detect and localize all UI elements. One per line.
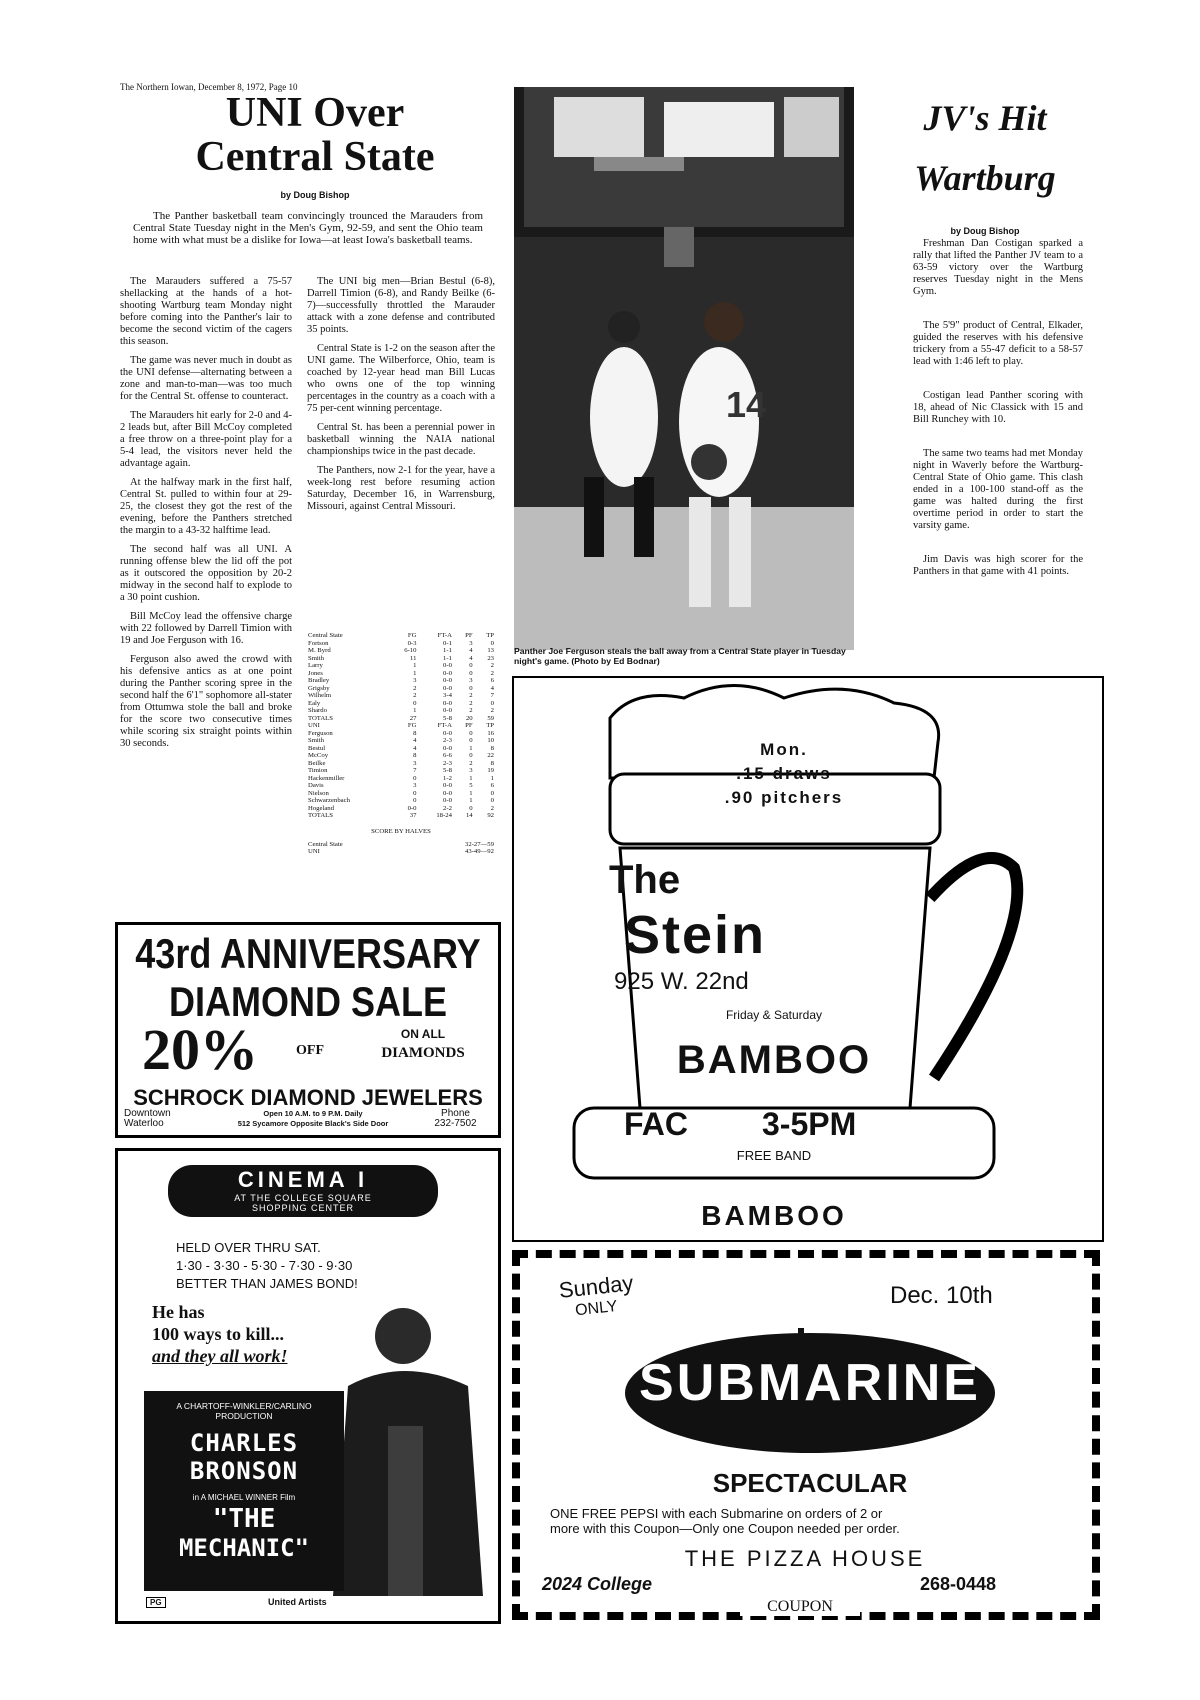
production-line-1: A CHARTOFF-WINKLER/CARLINO: [176, 1401, 312, 1411]
stat-cell: 2: [469, 759, 473, 767]
player-name: Ferguson: [308, 729, 333, 737]
box-score-row: [306, 812, 496, 820]
stat-cell: 92: [487, 812, 494, 819]
player-name: Hogeland: [308, 804, 334, 812]
player-name: Bradley: [308, 677, 330, 684]
coupon-offer: [550, 1506, 1070, 1536]
stat-cell: 0-0: [443, 782, 452, 789]
stat-cell: 0-0: [443, 669, 452, 677]
stat-cell: FT-A: [437, 722, 452, 729]
story-paragraph: Ferguson also awed the crowd with his defensive antics as at one point during the Panther scoring spree in the second half the 6'1" sophomore all-stater from Ottumwa stole the ball and broke for the score two consecutive times while scoring six straight points within 30 seconds.: [120, 654, 292, 749]
player-name: Nielson: [308, 789, 329, 797]
stat-cell: 0-0: [443, 797, 452, 804]
stat-cell: 8: [413, 752, 417, 759]
store-address: 512 Sycamore Opposite Black's Side Door: [237, 1119, 389, 1128]
cinema-ad: [115, 1148, 501, 1624]
stat-cell: 0: [413, 789, 417, 797]
stat-cell: 0: [469, 684, 473, 692]
player-name: Grigsby: [308, 684, 330, 692]
location-line-1: Downtown: [124, 1108, 171, 1119]
jersey-number: 14: [726, 384, 767, 425]
stat-cell: 0-0: [443, 677, 452, 684]
star-first-name: CHARLES: [189, 1429, 299, 1457]
story-paragraph: The second half was all UNI. A running offense blew the lid off the pot as it outscored the opposition by 20-2 midway in the second half to explode to a 30 point cushion.: [120, 544, 292, 603]
stat-cell: 0-0: [443, 744, 452, 752]
stat-cell: 43-49—92: [465, 848, 494, 855]
stat-cell: 8: [490, 744, 494, 752]
pizza-house-address: 2024 College: [542, 1574, 653, 1594]
player-name: Wilhelm: [308, 692, 332, 699]
offer-line-2: more with this Coupon—Only one Coupon needed per order.: [550, 1521, 900, 1536]
diamond-line-2: DIAMOND SALE: [169, 977, 447, 1025]
held-over: HELD OVER THRU SAT.: [176, 1240, 321, 1255]
stat-cell: 1: [490, 774, 494, 782]
stat-cell: 2: [469, 699, 473, 707]
stat-cell: 0: [469, 737, 473, 744]
stat-cell: 0: [469, 804, 473, 812]
stat-cell: 0-0: [407, 804, 417, 812]
player-name: Hackenmiller: [308, 774, 345, 782]
story-paragraph: Central State is 1-2 on the season after the UNI game. The Wilberforce, Ohio, team is coached by 12-year head man Bill Lucas who owns one of the top winning percentages in the country as a coach with a 75 per-cent winning percentage.: [307, 343, 495, 414]
stat-cell: 6-6: [443, 752, 452, 759]
stat-cell: 4: [469, 654, 473, 662]
player-name: Ealy: [308, 699, 321, 707]
stein-ad: [512, 676, 1104, 1242]
player-name: Davis: [308, 782, 324, 789]
stat-cell: 6: [490, 782, 494, 789]
stat-cell: 0: [490, 789, 494, 797]
stat-cell: 19: [487, 767, 494, 774]
stein-the: The: [609, 858, 681, 902]
stat-cell: TP: [486, 632, 494, 639]
stat-cell: 16: [487, 729, 494, 737]
story-paragraph: Central St. has been a perennial power in basketball winning the NAIA national championships twice in the past decade.: [307, 422, 495, 457]
stat-cell: 2-3: [443, 737, 452, 744]
offer-line-1: ONE FREE PEPSI with each Submarine on orders of 2 or: [550, 1506, 883, 1521]
player-name: Beilke: [308, 759, 326, 767]
box-score-row: [306, 775, 496, 783]
stat-cell: 8: [413, 729, 417, 737]
stat-cell: 1: [469, 797, 473, 804]
story-paragraph: At the halfway mark in the first half, Central St. pulled to within four at 29-25, the closest they got the rest of the evening, before the Panthers stretched the margin to a 43-32 halftime lead.: [120, 477, 292, 536]
story-paragraph: The Panthers, now 2-1 for the year, have a week-long rest before resuming action Saturday, December 16, in Warrensburg, Missouri, against Central Missouri.: [307, 465, 496, 512]
stat-cell: 2: [490, 669, 494, 677]
stat-cell: 10: [487, 737, 494, 744]
box-score-row: [306, 767, 496, 775]
stat-cell: 4: [413, 737, 417, 744]
pizza-house-phone: 268-0448: [920, 1574, 997, 1594]
stat-cell: 20: [465, 714, 473, 722]
stat-cell: 2-3: [443, 759, 452, 767]
store-location: [124, 1109, 171, 1129]
stat-cell: 2: [469, 692, 473, 699]
stat-cell: 13: [487, 647, 494, 654]
jv-paragraph: Costigan lead Panther scoring with 18, ahead of Nic Classick with 15 and Bill Runchey with 10.: [913, 390, 1083, 425]
movie-poster: [144, 1391, 344, 1591]
player-name: UNI: [308, 848, 320, 855]
stat-cell: 11: [410, 654, 417, 662]
box-score-row: [306, 737, 496, 745]
store-phone: [418, 1109, 493, 1129]
stat-cell: 0: [490, 797, 494, 804]
stat-cell: 22: [487, 752, 494, 759]
stat-cell: TP: [486, 722, 494, 729]
player-name: Central State: [308, 840, 343, 848]
stat-cell: 3: [469, 767, 473, 774]
stat-cell: 0: [469, 662, 473, 669]
main-headline: [150, 92, 480, 178]
stat-cell: 6-10: [404, 647, 417, 654]
jv-paragraph: Freshman Dan Costigan sparked a rally that lifted the Panther JV team to a 63-59 victory over the Wartburg reserves Tuesday night in the Mens Gym.: [913, 238, 1083, 297]
fac-label: FAC: [624, 1106, 688, 1142]
story-paragraph: The UNI big men—Brian Bestul (6-8), Darrell Timion (6-8), and Randy Beilke (6-7)—successfully throttled the Marauder attack with a zone defense and contributed 35 points.: [307, 276, 495, 335]
draws-price: .15 draws: [736, 764, 832, 783]
box-score-header: [306, 722, 496, 730]
coupon-label: COUPON: [740, 1598, 860, 1616]
stat-cell: 3: [469, 639, 473, 647]
stat-cell: 3: [413, 759, 417, 767]
box-score-row: [306, 782, 496, 790]
diamonds-label: DIAMONDS: [381, 1045, 465, 1061]
cinema-banner: [168, 1165, 438, 1217]
stat-cell: 23: [487, 654, 494, 662]
masthead: The Northern Iowan, December 8, 1972, Page 10: [120, 82, 298, 92]
pizza-house-name: THE PIZZA HOUSE: [684, 1546, 926, 1571]
box-score-row: [306, 640, 496, 648]
stat-cell: FT-A: [437, 632, 452, 639]
showtimes: [176, 1239, 358, 1293]
stat-cell: 1: [469, 774, 473, 782]
box-score-row: [306, 655, 496, 663]
diamond-line-1: 43rd ANNIVERSARY: [135, 929, 481, 977]
main-story-column-1: [120, 276, 292, 757]
box-score-row: [306, 685, 496, 693]
player-name: Smith: [308, 654, 324, 662]
box-score-row: [306, 715, 496, 723]
main-byline: by Doug Bishop: [280, 190, 350, 200]
stat-cell: 0: [413, 774, 417, 782]
stat-cell: 27: [409, 714, 417, 722]
jv-paragraph: The same two teams had met Monday night in Waverly before the Wartburg-Central State of Ohio game. This clash ended in a 100-100 stand-off as the game was halted during the first overtime period in order to start the varsity game.: [913, 448, 1083, 531]
discount-percent: 20%: [142, 1017, 258, 1082]
jv-paragraph: The 5'9" product of Central, Elkader, guided the reserves with his defensive trickery from a 55-47 deficit to a 58-57 lead with 1:46 left to play.: [913, 320, 1083, 367]
player-name: Larry: [308, 662, 323, 669]
special-day: Mon.: [760, 740, 808, 759]
main-lede: The Panther basketball team convincingly trounced the Marauders from Central State Tuesday night in the Men's Gym, 92-59, and sent the Ohio team home with what must be a dislike for Iowa—at least Iowa's basketball teams.: [133, 210, 483, 246]
stat-cell: 0: [469, 729, 473, 737]
band-name: BAMBOO: [676, 1038, 872, 1082]
jv-paragraph: Jim Davis was high scorer for the Panthers in that game with 41 points.: [913, 554, 1083, 577]
halves-table: [306, 841, 496, 856]
stat-cell: 8: [490, 759, 494, 767]
stat-cell: 0-0: [443, 662, 452, 669]
film-credit: in A MICHAEL WINNER Film: [192, 1493, 296, 1502]
halves-row: [306, 848, 496, 856]
stat-cell: 4: [413, 744, 417, 752]
stat-cell: 59: [487, 714, 494, 722]
player-name: Jones: [308, 669, 323, 677]
stat-cell: 7: [490, 692, 494, 699]
coupon-date: Dec. 10th: [890, 1282, 993, 1309]
stat-cell: 3: [469, 677, 473, 684]
stat-cell: 3: [413, 782, 417, 789]
box-score: [306, 632, 496, 856]
story-paragraph: Bill McCoy lead the offensive charge with 22 followed by Darrell Timion with 19 and Joe Ferguson with 16.: [120, 611, 292, 646]
stat-cell: PF: [465, 722, 473, 729]
star-last-name: BRONSON: [189, 1457, 299, 1485]
stein-address: 925 W. 22nd: [614, 968, 749, 995]
stat-cell: FG: [407, 722, 417, 729]
store-hours-address: [208, 1109, 418, 1129]
off-label: OFF: [296, 1043, 324, 1058]
stat-cell: 0: [469, 669, 473, 677]
player-name: M. Byrd: [308, 647, 331, 654]
stat-cell: 0: [469, 752, 473, 759]
stat-cell: 37: [409, 812, 417, 819]
box-score-row: [306, 797, 496, 805]
stat-cell: 5-8: [443, 767, 452, 774]
film-title-1: "THE: [212, 1504, 276, 1534]
stat-cell: 32-27—59: [465, 840, 494, 848]
headline-line-2: Central State: [195, 134, 435, 180]
box-score-row: [306, 760, 496, 768]
stat-cell: 1-1: [443, 647, 452, 654]
photo-caption: Panther Joe Ferguson steals the ball away from a Central State player in Tuesday night's game. (Photo by Ed Bodnar): [514, 646, 846, 666]
store-name: SCHROCK DIAMOND JEWELERS: [133, 1085, 483, 1110]
photo-image: [514, 87, 854, 650]
film-title-2: MECHANIC": [178, 1534, 310, 1562]
movie-hook: [152, 1301, 288, 1367]
store-hours: Open 10 A.M. to 9 P.M. Daily: [263, 1109, 363, 1118]
stat-cell: FG: [407, 632, 417, 639]
stat-cell: PF: [465, 632, 473, 639]
stat-cell: 2: [490, 662, 494, 669]
stat-cell: 3-4: [443, 692, 452, 699]
box-score-row: [306, 790, 496, 798]
submarine-coupon: [512, 1250, 1100, 1620]
band-time: 3-5PM: [762, 1106, 857, 1142]
band-days: Friday & Saturday: [725, 1008, 823, 1022]
stat-cell: 2: [490, 707, 494, 714]
story-paragraph: The Marauders hit early for 2-0 and 4-2 leads but, after Bill McCoy completed a free throw on a three-point play for a 5-4 lead, the visitors never held the advantage again.: [120, 410, 292, 469]
player-name: Fortson: [308, 639, 329, 647]
halves-title: SCORE BY HALVES: [371, 827, 431, 835]
stat-cell: 0: [413, 699, 417, 707]
stat-cell: 0-0: [443, 707, 452, 714]
stat-cell: 1: [413, 662, 417, 669]
headline-line-1: UNI Over: [225, 90, 405, 136]
hook-line-2: 100 ways to kill...: [152, 1324, 285, 1344]
sunday-label: Sunday: [557, 1270, 635, 1303]
stat-cell: 1: [413, 707, 417, 714]
jv-headline-line-1: JV's Hit: [923, 98, 1047, 138]
story-paragraph: The Marauders suffered a 75-57 shellacking at the hands of a hot-shooting Wartburg team Monday night before coming into the Panther's lair to become the second victim of the cagers this season.: [120, 276, 292, 347]
stat-cell: 18-24: [436, 812, 452, 819]
player-name: UNI: [308, 722, 320, 729]
stat-cell: 1-1: [443, 654, 452, 662]
box-score-row: [306, 677, 496, 685]
stat-cell: 1: [469, 789, 473, 797]
stat-cell: 0-0: [443, 729, 452, 737]
player-name: TOTALS: [308, 714, 333, 722]
player-name: Schwarzenbach: [308, 797, 350, 804]
stat-cell: 0-0: [443, 684, 452, 692]
box-score-row: [306, 745, 496, 753]
player-name: Smith: [308, 737, 324, 744]
jv-story-body: [913, 238, 1083, 600]
stat-cell: 6: [490, 677, 494, 684]
box-score-row: [306, 707, 496, 715]
stat-cell: 0-0: [443, 789, 452, 797]
stat-cell: 5: [469, 782, 473, 789]
rating-badge: PG: [146, 1597, 166, 1608]
cinema-sub-1: AT THE COLLEGE SQUARE: [234, 1193, 372, 1203]
stat-cell: 7: [413, 767, 417, 774]
diamond-sale-ad: [115, 922, 501, 1138]
jv-headline: [875, 88, 1095, 208]
jv-headline-line-2: Wartburg: [914, 158, 1056, 198]
stein-specials: [664, 738, 904, 810]
halves-row: [306, 841, 496, 849]
stat-cell: 5-8: [443, 714, 452, 722]
stein-name: Stein: [624, 905, 767, 965]
pitchers-price: .90 pitchers: [724, 788, 844, 807]
stat-cell: 3: [413, 677, 417, 684]
stat-cell: 0-1: [443, 639, 452, 647]
production-line-2: PRODUCTION: [215, 1411, 273, 1421]
stat-cell: 14: [465, 812, 473, 819]
stat-cell: 0: [490, 699, 494, 707]
stat-cell: 2: [490, 804, 494, 812]
sunday-only: [558, 1272, 637, 1324]
stat-cell: 4: [490, 684, 494, 692]
stat-cell: 2: [469, 707, 473, 714]
main-story-column-2: [307, 276, 495, 520]
studio-logo: United Artists: [268, 1597, 327, 1607]
stat-cell: 1-2: [443, 774, 452, 782]
stat-cell: 4: [469, 647, 473, 654]
box-score-table: [306, 632, 496, 820]
cinema-name: CINEMA I: [237, 1167, 369, 1192]
box-score-row: [306, 752, 496, 760]
player-name: Shardo: [308, 707, 327, 714]
show-times: 1·30 - 3·30 - 5·30 - 7·30 - 9·30: [176, 1258, 353, 1273]
player-name: Timion: [308, 767, 328, 774]
stat-cell: 1: [413, 669, 417, 677]
stat-cell: 0: [490, 639, 494, 647]
box-score-row: [306, 700, 496, 708]
stat-cell: 1: [469, 744, 473, 752]
stat-cell: 0-3: [407, 639, 417, 647]
box-score-row: [306, 662, 496, 670]
player-name: McCoy: [308, 752, 329, 759]
box-score-row: [306, 730, 496, 738]
box-score-row: [306, 805, 496, 813]
stat-cell: 2: [413, 692, 417, 699]
stat-cell: 2: [413, 684, 417, 692]
player-name: Bestul: [308, 744, 326, 752]
submarine-title: SUBMARINE: [639, 1354, 981, 1412]
player-name: TOTALS: [308, 812, 333, 819]
actor-illustration: [328, 1296, 488, 1606]
hook-line-3: and they all work!: [152, 1346, 288, 1366]
stat-cell: 2-2: [443, 804, 452, 812]
band-name-base: BAMBOO: [701, 1200, 847, 1231]
basketball-photo: [514, 87, 854, 650]
box-score-row: [306, 692, 496, 700]
phone-label: Phone: [441, 1108, 470, 1119]
on-all-label: ON ALL: [400, 1027, 446, 1041]
free-band-label: FREE BAND: [736, 1148, 812, 1163]
box-score-row: [306, 647, 496, 655]
stat-cell: 0: [413, 797, 417, 804]
box-score-header: [306, 632, 496, 640]
hook-line-1: He has: [152, 1302, 205, 1322]
tagline: BETTER THAN JAMES BOND!: [176, 1276, 358, 1291]
spectacular-label: SPECTACULAR: [712, 1468, 908, 1498]
location-line-2: Waterloo: [124, 1118, 164, 1129]
jv-byline: by Doug Bishop: [950, 226, 1020, 236]
player-name: Central State: [308, 632, 343, 639]
phone-number: 232-7502: [434, 1118, 477, 1129]
stat-cell: 0-0: [443, 699, 452, 707]
box-score-row: [306, 670, 496, 678]
story-paragraph: The game was never much in doubt as the UNI defense—alternating between a zone and man-to-man—was too much for the Central St. offense to counteract.: [120, 355, 292, 402]
only-label: ONLY: [574, 1297, 619, 1320]
cinema-sub-2: SHOPPING CENTER: [251, 1203, 354, 1213]
